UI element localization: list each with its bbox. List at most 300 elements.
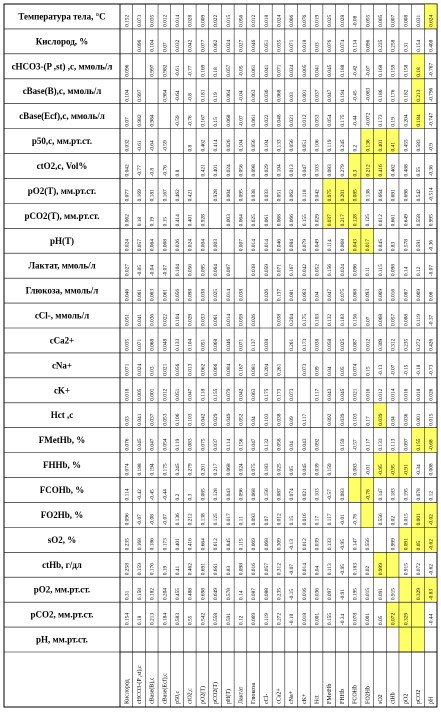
value-cell: 0.098 — [390, 264, 397, 277]
row-label: Глюкоза — [251, 682, 258, 704]
value-cell: -0.796 — [428, 87, 435, 102]
value-cell: 0.147 — [377, 488, 384, 501]
value-cell: 0.279 — [187, 463, 194, 476]
column-header: ctHb, г/дл — [42, 559, 82, 570]
value-cell: 0.119 — [327, 139, 334, 152]
value-cell: 0.18 — [213, 67, 220, 77]
row-label: pH — [428, 696, 435, 704]
highlight-cell — [412, 627, 425, 652]
highlight-cell — [399, 577, 412, 602]
row-label: pCO2 — [415, 689, 422, 704]
value-cell: 0.167 — [289, 264, 296, 277]
value-cell: 0.076 — [301, 14, 308, 27]
value-cell: -0.08 — [149, 514, 156, 526]
value-cell: 0.12 — [238, 615, 245, 626]
value-cell: 0.016 — [301, 588, 308, 601]
value-cell: 0.012 — [365, 338, 372, 351]
value-cell: 0.061 — [263, 214, 270, 227]
value-cell: 0.155 — [301, 214, 308, 227]
column-header: pH(T) — [49, 235, 75, 246]
value-cell: 0.07 — [124, 117, 131, 127]
value-cell: 0.329 — [415, 588, 422, 601]
value-cell: 0.074 — [124, 463, 131, 476]
value-cell: -0.13 — [289, 539, 296, 551]
value-cell: 0.414 — [175, 214, 182, 227]
column-header: p50,c, мм.рт.ст. — [31, 136, 93, 147]
value-cell: 0.235 — [403, 338, 410, 351]
value-cell: 0.195 — [352, 588, 359, 601]
value-cell: 0.061 — [162, 288, 169, 302]
value-cell: -0.95 — [339, 539, 346, 551]
value-cell: 0.052 — [238, 413, 245, 426]
value-cell: 0.624 — [428, 14, 435, 27]
value-cell: 0.096 — [124, 513, 131, 526]
value-cell: 0.074 — [289, 488, 296, 501]
row-label: Лактат — [238, 686, 245, 704]
value-cell: -0.62 — [428, 539, 435, 551]
value-cell: 0.064 — [213, 264, 220, 277]
value-cell: 0.001 — [415, 413, 422, 426]
value-cell: 0.698 — [403, 189, 410, 202]
value-cell: 0.075 — [327, 189, 334, 202]
value-cell: 0.015 — [225, 14, 232, 27]
value-cell: 0.083 — [339, 488, 346, 501]
column-header: cNa+ — [51, 360, 73, 371]
value-cell: 0.057 — [390, 313, 397, 326]
value-cell: 0.018 — [301, 39, 308, 52]
value-cell: 0.556 — [377, 513, 384, 526]
value-cell: 0.119 — [263, 613, 270, 626]
column-header: Лактат, ммоль/л — [28, 260, 96, 271]
value-cell: -0.07 — [390, 364, 397, 376]
value-cell: 0.022 — [263, 114, 270, 127]
value-cell: 0.001 — [365, 612, 372, 626]
value-cell: 0.069 — [415, 288, 422, 302]
value-cell: 0.915 — [403, 563, 410, 576]
value-cell: 0.074 — [352, 363, 359, 376]
value-cell: 0.077 — [124, 189, 131, 202]
value-cell: 0.066 — [289, 214, 296, 227]
value-cell: 0.2 — [175, 493, 182, 501]
value-cell: 0.014 — [301, 563, 308, 576]
value-cell: 0.005 — [301, 64, 308, 77]
value-cell: 0.017 — [365, 239, 372, 252]
value-cell: -0.64 — [175, 90, 182, 102]
value-cell: 0.245 — [175, 463, 182, 476]
value-cell: 0.133 — [175, 338, 182, 351]
value-cell: 0.542 — [415, 189, 422, 202]
value-cell: 0.079 — [225, 388, 232, 401]
value-cell: 0.014 — [225, 313, 232, 326]
value-cell: 0.117 — [365, 438, 372, 451]
value-cell: 0.056 — [238, 14, 245, 27]
value-cell: 0.068 — [339, 239, 346, 252]
value-cell: 0.041 — [263, 64, 270, 77]
value-cell: -0.76 — [162, 165, 169, 177]
value-cell: 0.098 — [251, 164, 258, 177]
value-cell: 0.152 — [124, 14, 131, 27]
value-cell: 0.115 — [377, 264, 384, 277]
value-cell: 0.091 — [403, 538, 410, 551]
value-cell: 0.2 — [352, 144, 359, 152]
value-cell: 0.087 — [251, 588, 258, 601]
value-cell: 0.173 — [162, 538, 169, 551]
value-cell: 0.845 — [225, 538, 232, 551]
value-cell: 0.056 — [289, 139, 296, 152]
value-cell: 0.19 — [390, 117, 397, 127]
value-cell: -0.08 — [352, 15, 359, 27]
value-cell: 0.016 — [251, 563, 258, 576]
value-cell: 0.075 — [339, 288, 346, 302]
value-cell: 0.83 — [225, 565, 232, 576]
value-cell: 0.026 — [225, 139, 232, 152]
value-cell: 0.279 — [339, 164, 346, 177]
value-cell: 0.583 — [175, 612, 182, 626]
value-cell: 0.032 — [175, 39, 182, 52]
value-cell: 0.982 — [137, 114, 144, 127]
value-cell: 0.033 — [200, 313, 207, 326]
value-cell: 0.069 — [251, 538, 258, 551]
row-label: p50,c — [175, 690, 182, 704]
value-cell: 0.133 — [327, 538, 334, 551]
value-cell: 0.037 — [314, 89, 321, 102]
highlight-cell — [399, 627, 412, 652]
value-cell: 0.075 — [251, 463, 258, 476]
value-cell: 0.096 — [238, 488, 245, 501]
value-cell: 0.024 — [339, 264, 346, 277]
value-cell: 0.04 — [390, 416, 397, 426]
column-header: pCO2, мм.рт.ст. — [30, 609, 94, 620]
value-cell: 0.021 — [352, 388, 359, 401]
value-cell: 0.132 — [327, 313, 334, 326]
value-cell: 0.076 — [327, 39, 334, 52]
value-cell: 0.021 — [162, 363, 169, 376]
value-cell: 0.103 — [187, 413, 194, 426]
value-cell: -0.04 — [238, 90, 245, 102]
value-cell: 0.09 — [289, 416, 296, 426]
value-cell: -0.15 — [403, 364, 410, 376]
column-header: cBase(B),c, ммоль/л — [22, 86, 102, 97]
value-cell: 0.063 — [251, 89, 258, 102]
value-cell: 0.045 — [339, 388, 346, 401]
value-cell: 0.103 — [314, 488, 321, 501]
value-cell: 0.168 — [137, 538, 144, 551]
value-cell: 0.015 — [403, 513, 410, 526]
value-cell: 0.012 — [162, 14, 169, 27]
value-cell: 0.064 — [238, 214, 245, 227]
value-cell: 0.07 — [162, 42, 169, 52]
value-cell: 0.012 — [162, 388, 169, 401]
value-cell: 0.661 — [213, 563, 220, 576]
column-header: FO2Hb, % — [40, 509, 84, 520]
value-cell: 0.06 — [428, 291, 435, 302]
value-cell: 0.014 — [251, 239, 258, 252]
value-cell: 0.062 — [200, 363, 207, 376]
value-cell: 0.063 — [301, 288, 308, 302]
value-cell: 0.051 — [124, 313, 131, 326]
column-header: cHCO3-(P ,st) ,c, ммоль/л — [11, 61, 113, 72]
value-cell: 0.309 — [377, 338, 384, 351]
value-cell: 0.027 — [238, 39, 245, 52]
value-cell: 0.061 — [251, 64, 258, 77]
value-cell: 0.021 — [301, 488, 308, 501]
value-cell: 0.213 — [415, 89, 422, 102]
value-cell: 0.156 — [327, 264, 334, 277]
value-cell: 0.401 — [175, 538, 182, 551]
value-cell: 0.015 — [365, 588, 372, 601]
value-cell: 0.455 — [175, 588, 182, 601]
value-cell: 0.984 — [162, 89, 169, 102]
value-cell: 0.462 — [187, 563, 194, 576]
value-cell: 0.41 — [175, 565, 182, 576]
row-label: cCl- — [263, 693, 270, 704]
value-cell: -0.59 — [175, 115, 182, 127]
value-cell: 0.056 — [187, 264, 194, 277]
value-cell: 0.136 — [175, 513, 182, 526]
value-cell: 0.042 — [187, 39, 194, 52]
value-cell: 0.137 — [276, 288, 283, 302]
row-label: cHCO3-(P ,st),c — [137, 665, 144, 704]
value-cell: 0.096 — [124, 64, 131, 77]
value-cell: 0.014 — [263, 239, 270, 252]
value-cell: 0.104 — [238, 139, 245, 152]
value-cell: 0.159 — [339, 438, 346, 451]
value-cell: 0.016 — [301, 513, 308, 526]
value-cell: 0.173 — [276, 388, 283, 401]
value-cell: 0.071 — [137, 338, 144, 351]
value-cell: 0.056 — [175, 363, 182, 376]
value-cell: 0.664 — [200, 538, 207, 551]
value-cell: 0.043 — [301, 438, 308, 451]
value-cell: 0.035 — [276, 39, 283, 52]
value-cell: 0.309 — [276, 538, 283, 551]
value-cell: 0.054 — [162, 438, 169, 451]
value-cell: 0.212 — [365, 164, 372, 177]
value-cell: 0.097 — [327, 588, 334, 601]
value-cell: 0.138 — [365, 189, 372, 202]
value-cell: 0.041 — [137, 413, 144, 426]
value-cell: 0.028 — [187, 14, 194, 27]
value-cell: 0.062 — [124, 214, 131, 227]
row-label: FO2Hb — [365, 685, 372, 704]
value-cell: 0.043 — [225, 488, 232, 501]
value-cell: 0.096 — [365, 39, 372, 52]
row-label: cNa+ — [289, 690, 296, 704]
value-cell: 0.038 — [263, 338, 270, 351]
value-cell: 0.3 — [187, 493, 194, 501]
row-label: sO2 — [377, 694, 384, 704]
value-cell: 0.057 — [137, 239, 144, 252]
value-cell: 0.092 — [314, 438, 321, 451]
value-cell: 0.176 — [390, 89, 397, 102]
value-cell: 0.103 — [314, 164, 321, 177]
value-cell: 0.073 — [137, 14, 144, 27]
column-header: cCa2+ — [49, 335, 75, 346]
value-cell: 0.104 — [276, 164, 283, 177]
value-cell: -0.95 — [339, 563, 346, 576]
value-cell: 0.047 — [327, 89, 334, 102]
value-cell: 0.117 — [301, 413, 308, 426]
value-cell: 0.078 — [352, 612, 359, 626]
value-cell: 0.036 — [149, 313, 156, 326]
value-cell: 0.928 — [213, 189, 220, 202]
value-cell: 0.04 — [327, 366, 334, 376]
value-cell: 0.085 — [352, 189, 359, 202]
value-cell: -0.61 — [137, 140, 144, 152]
value-cell: 0.488 — [403, 164, 410, 177]
value-cell: 0.31 — [403, 42, 410, 52]
value-cell: 0.018 — [301, 612, 308, 626]
value-cell: -0.07 — [428, 264, 435, 277]
value-cell: 0.183 — [339, 313, 346, 326]
value-cell: 0.084 — [225, 363, 232, 376]
value-cell: 0.051 — [200, 338, 207, 351]
value-cell: 0.159 — [137, 563, 144, 576]
value-cell: 0.061 — [213, 313, 220, 326]
value-cell: 0.061 — [137, 288, 144, 302]
value-cell: 0.084 — [289, 239, 296, 252]
value-cell: 0.401 — [213, 164, 220, 177]
value-cell: 0.005 — [137, 388, 144, 401]
value-cell: 0.201 — [339, 189, 346, 202]
value-cell: 0.04 — [251, 416, 258, 426]
value-cell: 0.039 — [314, 463, 321, 476]
value-cell: 0.068 — [352, 288, 359, 302]
value-cell: 0.005 — [377, 14, 384, 27]
value-cell: 0.022 — [213, 14, 220, 27]
value-cell: 0.18 — [137, 615, 144, 626]
value-cell: 0.068 — [263, 538, 270, 551]
value-cell: -0.34 — [415, 464, 422, 476]
value-cell: 0.045 — [137, 438, 144, 451]
column-header: Кислород, % — [35, 36, 89, 47]
value-cell: -0.15 — [289, 588, 296, 601]
value-cell: 0.691 — [390, 189, 397, 202]
value-cell: -0.05 — [238, 65, 245, 77]
value-cell: 0.114 — [327, 239, 334, 252]
value-cell: 0.119 — [415, 314, 422, 326]
value-cell: 0.008 — [428, 463, 435, 476]
value-cell: 0.035 — [124, 338, 131, 351]
value-cell: 0.056 — [251, 139, 258, 152]
row-label: cBase(B),c — [149, 677, 156, 704]
value-cell: 0.025 — [276, 463, 283, 476]
value-cell: 0.029 — [263, 164, 270, 177]
value-cell: 0.024 — [238, 463, 245, 476]
value-cell: 0.11 — [365, 266, 372, 277]
value-cell: 0.104 — [149, 39, 156, 52]
row-label: FMetHb — [327, 683, 334, 704]
value-cell: 0.17 — [314, 515, 321, 526]
value-cell: 0.001 — [149, 388, 156, 401]
value-cell: 0.154 — [415, 39, 422, 52]
value-cell: 0.235 — [124, 538, 131, 551]
value-cell: 0.103 — [314, 313, 321, 326]
value-cell: 0.059 — [238, 313, 245, 326]
value-cell: 0.001 — [415, 513, 422, 526]
value-cell: 0.016 — [403, 388, 410, 401]
value-cell: 0.661 — [390, 214, 397, 227]
value-cell: 0.055 — [365, 14, 372, 27]
value-cell: 0.072 — [415, 563, 422, 576]
value-cell: 0.272 — [276, 612, 283, 626]
value-cell: 0.04 — [314, 565, 321, 576]
value-cell: 0.578 — [225, 588, 232, 601]
row-label: pO2(T) — [200, 686, 207, 704]
value-cell: 0.175 — [162, 463, 169, 476]
value-cell: 0.014 — [175, 14, 182, 27]
value-cell: 0.455 — [403, 139, 410, 152]
value-cell: 0.046 — [225, 338, 232, 351]
value-cell: 0.02 — [390, 515, 397, 526]
value-cell: 0.158 — [137, 588, 144, 601]
value-cell: 0.088 — [403, 313, 410, 326]
value-cell: 0.155 — [327, 612, 334, 626]
value-cell: -0.57 — [327, 489, 334, 501]
value-cell: 0.001 — [314, 612, 321, 626]
value-cell: 0.18 — [415, 67, 422, 77]
value-cell: 0.698 — [200, 588, 207, 601]
value-cell: 0.062 — [213, 39, 220, 52]
value-cell: -0.07 — [365, 65, 372, 77]
value-cell: 0.12 — [415, 266, 422, 277]
value-cell: 0.029 — [314, 214, 321, 227]
value-cell: 0.049 — [314, 239, 321, 252]
value-cell: 0.462 — [175, 189, 182, 202]
value-cell: 0.416 — [377, 164, 384, 177]
value-cell: 0.068 — [225, 114, 232, 127]
value-cell: 0.106 — [175, 413, 182, 426]
value-cell: 0.035 — [149, 14, 156, 27]
value-cell: 0.027 — [124, 264, 131, 277]
value-cell: 0.591 — [415, 239, 422, 252]
value-cell: 0.181 — [200, 89, 207, 102]
row-label: ctHb — [390, 692, 397, 704]
value-cell: 0.421 — [187, 189, 194, 202]
value-cell: 0.235 — [276, 588, 283, 601]
value-cell: 0.168 — [377, 64, 384, 77]
value-cell: 0.063 — [251, 388, 258, 401]
value-cell: 0.176 — [149, 563, 156, 576]
value-cell: -0.61 — [175, 65, 182, 77]
value-cell: 0.104 — [263, 139, 270, 152]
column-header: pO2(T), мм.рт.ст. — [27, 185, 97, 196]
value-cell: 0.125 — [365, 214, 372, 227]
value-cell: 0.039 — [314, 538, 321, 551]
value-cell: -0.59 — [162, 140, 169, 152]
value-cell: 0.007 — [225, 264, 232, 277]
value-cell: 0.125 — [213, 513, 220, 526]
value-cell: 0.024 — [225, 164, 232, 177]
value-cell: 0.068 — [225, 463, 232, 476]
value-cell: 0.612 — [213, 538, 220, 551]
value-cell: 0.095 — [200, 264, 207, 277]
value-cell: 0.169 — [200, 64, 207, 77]
value-cell: 0.098 — [238, 563, 245, 576]
value-cell: -0.07 — [137, 514, 144, 526]
value-cell: 0.204 — [263, 363, 270, 376]
value-cell: 0.401 — [377, 139, 384, 152]
value-cell: 0.155 — [213, 388, 220, 401]
value-cell: 0.085 — [200, 488, 207, 501]
value-cell: 0.042 — [200, 413, 207, 426]
value-cell: -0.64 — [149, 140, 156, 152]
value-cell: 0.213 — [149, 612, 156, 626]
value-cell: 0.195 — [403, 488, 410, 501]
column-header: Глюкоза, ммоль/л — [25, 285, 99, 296]
value-cell: 0.075 — [200, 438, 207, 451]
value-cell: 0.104 — [175, 264, 182, 277]
